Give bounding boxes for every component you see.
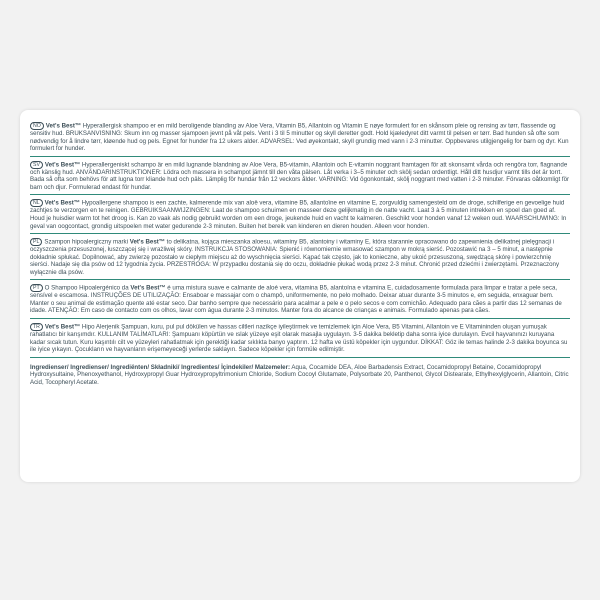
lang-block-pretext: Szampon hipoalergiczny marki [44,238,130,246]
lang-block-tr [30,323,570,358]
lang-code-badge: NL [30,199,43,207]
brand-name: Vet's Best™ [129,238,165,246]
lang-block-text: Hyperallergisk shampoo er en mild beroligende blanding av Aloe Vera, Vitamin B5, Allantoin og Vitamin E nøye formulert for en skånsom pleie og rensing av tørr, flassende og sensitiv hud. BRUKSANVISNING: Skum inn og masser sjampoen jevnt på våt pels. Vent i 3 til 5 minutter og skyll deretter godt. Hold kjæledyret ditt varmt til pelsen er tørr. Bad hunden så ofte som nødvendig for å lindre tørr, kløende hud og pels. Egnet for hunder fra 12 ukers alder. ADVARSEL: Ved øyekontakt, skyll grundig med vann i 2-3 minutter. Oppbevares utilgjengelig for barn og dyr. Kun formulert for hunder. [30,122,569,153]
lang-code-badge: TR [30,323,43,331]
lang-block-text: Hyperallergeniskt schampo är en mild lugnande blandning av Aloe Vera, B5-vitamin, Allantoin och E-vitamin noggrant framtagen för att skonsamt vårda och rengöra torr, flagnande och känslig hud. ANVÄNDARINSTRUKTIONER: Lödra och massera in schampot jämnt till den våta pälsen. Låt verka i 3–5 minuter och skölj sedan ordentligt. Håll ditt husdjur varmt tills det är torrt. Bada så ofta som behövs för att lugna torr kliande hud och päls. Lämplig för hundar från 12 veckors ålder. VARNING: Vid ögonkontakt, skölj noggrant med vatten i 2-3 minuter. Förvaras oåtkomligt för barn och djur. Formulerad endast för hundar. [30,161,570,191]
lang-block-pretext: O Shampoo Hipoalergénico da [44,284,131,292]
lang-block-pl [30,238,570,280]
ingredients-list [30,364,570,387]
ingredients-label: Ingredienser/ Ingredienser/ Ingrediënten/ Składniki/ Ingredientes/ İçindekiler/ Malzemeler: [30,363,291,371]
lang-block-text: Hypoallergene shampoo is een zachte, kalmerende mix van aloë vera, vitamine B5, allantoïne en vitamine E, zorgvuldig samengesteld om de droge, schilferige en gevoelige huid zachtjes te verzorgen en te reinigen. GEBRUIKSAANWIJZINGEN: Laat de shampoo schuimen en masseer deze gelijkmatig in de natte vacht. Laat 3 à 5 minuten intrekken en spoel dan goed af. Houd je huisdier warm tot het droog is. Kan zo vaak als nodig gebruikt worden om een droge, jeukende huid en vacht te kalmeren. Geschikt voor honden vanaf 12 weken oud. WAARSCHUWING: In geval van oogcontact, grondig uitspoelen met water gedurende 2-3 minuten. Buiten het bereik van kinderen en dieren houden. Alleen voor honden. [30,199,567,230]
brand-name: Vet's Best™ [44,199,80,207]
lang-block-pt [30,284,570,319]
lang-block-no [30,122,570,157]
brand-name: Vet's Best™ [44,161,81,169]
lang-code-badge: NO [30,122,44,130]
brand-name: Vet's Best™ [130,284,166,292]
brand-name: Vet's Best™ [44,323,81,331]
lang-code-badge: PT [30,284,43,292]
lang-code-badge: PL [30,238,42,246]
lang-block-sv [30,161,570,196]
product-label-card [20,110,580,482]
brand-name: Vet's Best™ [45,122,82,130]
lang-code-badge: SV [30,161,43,169]
lang-block-text: Hipo Alerjenik Şampuan, kuru, pul pul dökülen ve hassas ciltleri nazikçe iyileştirmek ve temizlemek için Aloe Vera, B5 Vitamini, Allantoin ve E Vitamininden oluşan yumuşak rahatlatıcı bir karışımdır. KULLANIM TALİMATLARI: Şampuanı köpürtün ve ıslak yüzeye eşit olarak masajla uygulayın. 3-5 dakika bekletip daha sonra iyice durulayın. Evcil hayvanınızı kuruyana kadar sıcak tutun. Kuru kaşıntılı cilt ve yüzeyleri rahatlatmak için gerektiği kadar sıklıkta banyo yaptırın. 12 hafta ve üstü köpekler için uygundur. DİKKAT: Göz ile temas halinde 2-3 dakika boyunca su ile iyice yıkayın. Çocukların ve hayvanların erişemeyeceği yerlerde saklayın. Sadece köpekler için formüle edilmiştir. [30,323,568,354]
lang-block-text: to delikatna, kojąca mieszanka aloesu, witaminy B5, alantoiny i witaminy E, która starannie opracowano do zapewnienia delikatnej pielęgnacji i oczyszczenia przesuszonej, łuszczącej się i wrażliwej skóry. INSTRUKCJA STOSOWANIA: Spienić i równomiernie wmasować szampon w mokrą sierść. Pozostawić na 3 – 5 minut, a następnie dokładnie spłukać. Dopilnować, aby zwierzę pozostało w ciepłym miejscu aż do wyschnięcia sierści. Kąpać tak często, jak to konieczne, aby ukoić przesuszoną, swędzącą skórę i powierzchnię sierści. Nadaje się dla psów od 12 tygodnia życia. PRZESTROGA: W przypadku dostania się do oczu, dokładnie płukać wodą przez 2-3 minut. Chronić przed dziećmi i zwierzętami. Przeznaczony wyłącznie dla psów. [30,238,560,276]
lang-block-text: é uma mistura suave e calmante de aloé vera, vitamina B5, alantoína e vitamina E, cuidadosamente formulada para limpar e tratar a pele seca, sensível e escamosa. INSTRUÇÕES DE UTILIZAÇÃO: Ensaboar e massajar com o champô, uniformemente, no pelo molhado. Deixar atuar durante 3-5 minutos e, em seguida, enxaguar bem. Manter o seu animal de estimação quente até estar seco. Dar banho sempre que necessário para acalmar a pele e o pelo secos e com comichão. Adequado para cães a partir das 12 semanas de idade. ATENÇÃO: Em caso de contacto com os olhos, lavar com água durante 2-3 minutos. Manter fora do alcance de crianças e animais. Formulado apenas para cães. [30,284,562,315]
ingredients-text: Aqua, Cocamide DEA, Aloe Barbadensis Extract, Cocamidopropyl Betaine, Cocamidopropyl Hydroxysultaine, Phenoxyethanol, Hydroxypropyl Guar Hydroxypropyltrimonium Chloride, Sodium Cocoyl Glutamate, Polysorbate 20, Panthenol, Glycol Distearate, Ethylhexylglycerin, Allantoin, Citric Acid, Tocopheryl Acetate. [30,363,569,386]
lang-block-nl [30,199,570,234]
